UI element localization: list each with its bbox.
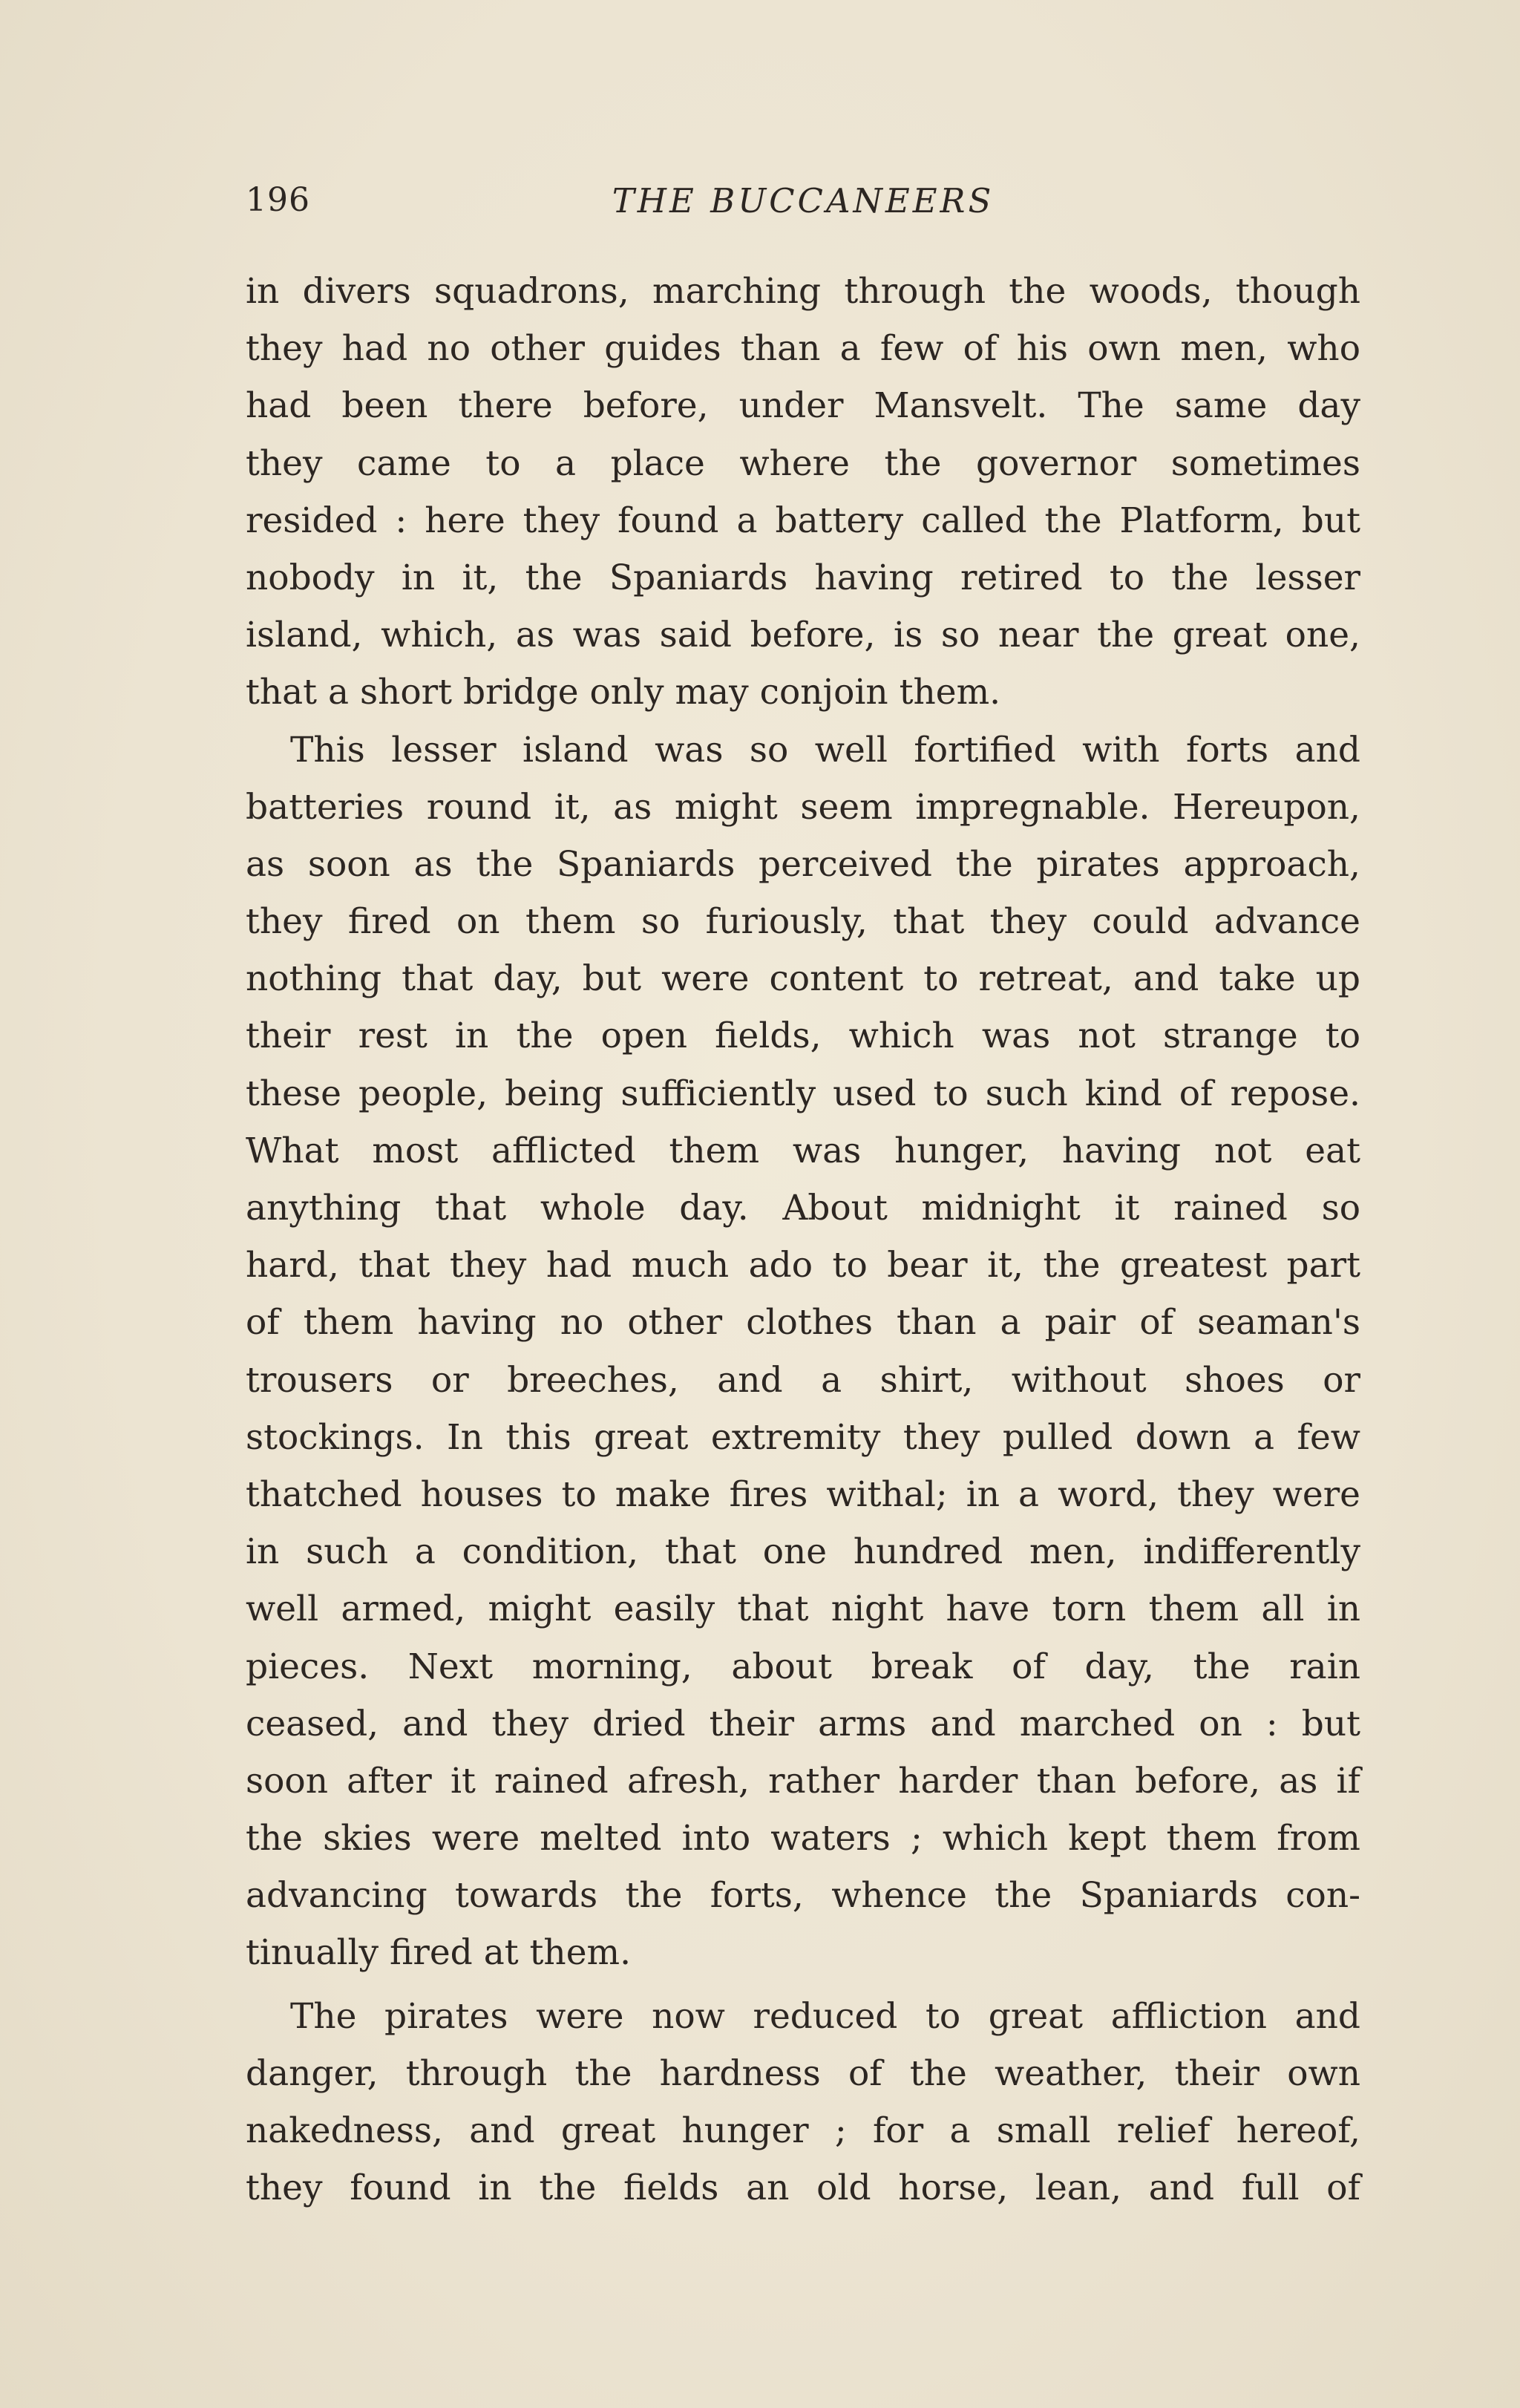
text-line: their rest in the open fields, which was not strange to (246, 1015, 1360, 1057)
text-line: nakedness, and great hunger ; for a small relief hereof, (246, 2110, 1360, 2151)
text-line: in divers squadrons, marching through the woods, though (246, 271, 1360, 312)
text-line: soon after it rained afresh, rather harder than before, as if (246, 1760, 1360, 1802)
paragraph-2 (246, 722, 1360, 1982)
text-line: ceased, and they dried their arms and marched on : but (246, 1703, 1360, 1744)
text-line: they fired on them so furiously, that they could advance (246, 901, 1360, 943)
text-line: as soon as the Spaniards perceived the pirates approach, (246, 843, 1360, 885)
text-line: had been there before, under Mansvelt. The same day (246, 385, 1360, 427)
paragraph-3 (246, 1988, 1360, 2217)
running-head (246, 181, 1360, 233)
text-line: the skies were melted into waters ; which kept them from (246, 1818, 1360, 1859)
text-line: pieces. Next morning, about break of day, the rain (246, 1646, 1360, 1687)
text-line: anything that whole day. About midnight it rained so (246, 1188, 1360, 1228)
text-line: they found in the fields an old horse, lean, and full of (246, 2167, 1360, 2209)
page-number: 196 (246, 181, 310, 219)
paragraph-1 (246, 263, 1360, 722)
body-text (246, 263, 1360, 2216)
text-line: of them having no other clothes than a pair of seaman's (246, 1302, 1360, 1344)
text-line: island, which, as was said before, is so near the great one, (246, 615, 1360, 656)
text-line: The pirates were now reduced to great affliction and (290, 1995, 1360, 2037)
text-line: that a short bridge only may conjoin them. (246, 672, 1001, 713)
text-line: they had no other guides than a few of his own men, who (246, 328, 1360, 370)
text-line: What most afflicted them was hunger, having not eat (246, 1130, 1360, 1171)
text-line: tinually fired at them. (246, 1932, 632, 1974)
paragraph-spacer (246, 1982, 1360, 1988)
text-line: thatched houses to make fires withal; in a word, they were (246, 1473, 1360, 1515)
text-line: nobody in it, the Spaniards having retired to the lesser (246, 557, 1360, 598)
text-line: danger, through the hardness of the weather, their own (246, 2052, 1360, 2094)
text-line: stockings. In this great extremity they pulled down a few (246, 1416, 1360, 1458)
text-line: nothing that day, but were content to retreat, and take up (246, 958, 1360, 1000)
text-line: This lesser island was so well fortified with forts and (290, 729, 1360, 771)
text-line: these people, being sufficiently used to such kind of repose. (246, 1073, 1360, 1114)
text-line: resided : here they found a battery called the Platform, but (246, 500, 1360, 541)
text-line: trousers or breeches, and a shirt, without shoes or (246, 1359, 1360, 1401)
text-line: they came to a place where the governor sometimes (246, 442, 1360, 484)
text-line: well armed, might easily that night have torn them all in (246, 1589, 1360, 1630)
text-line: hard, that they had much ado to bear it, the greatest part (246, 1245, 1360, 1286)
text-line: advancing towards the forts, whence the Spaniards con- (246, 1875, 1360, 1917)
text-line: in such a condition, that one hundred men, indifferently (246, 1531, 1360, 1573)
text-line: batteries round it, as might seem impregnable. Hereupon, (246, 786, 1360, 828)
running-title: THE BUCCANEERS (612, 181, 995, 220)
